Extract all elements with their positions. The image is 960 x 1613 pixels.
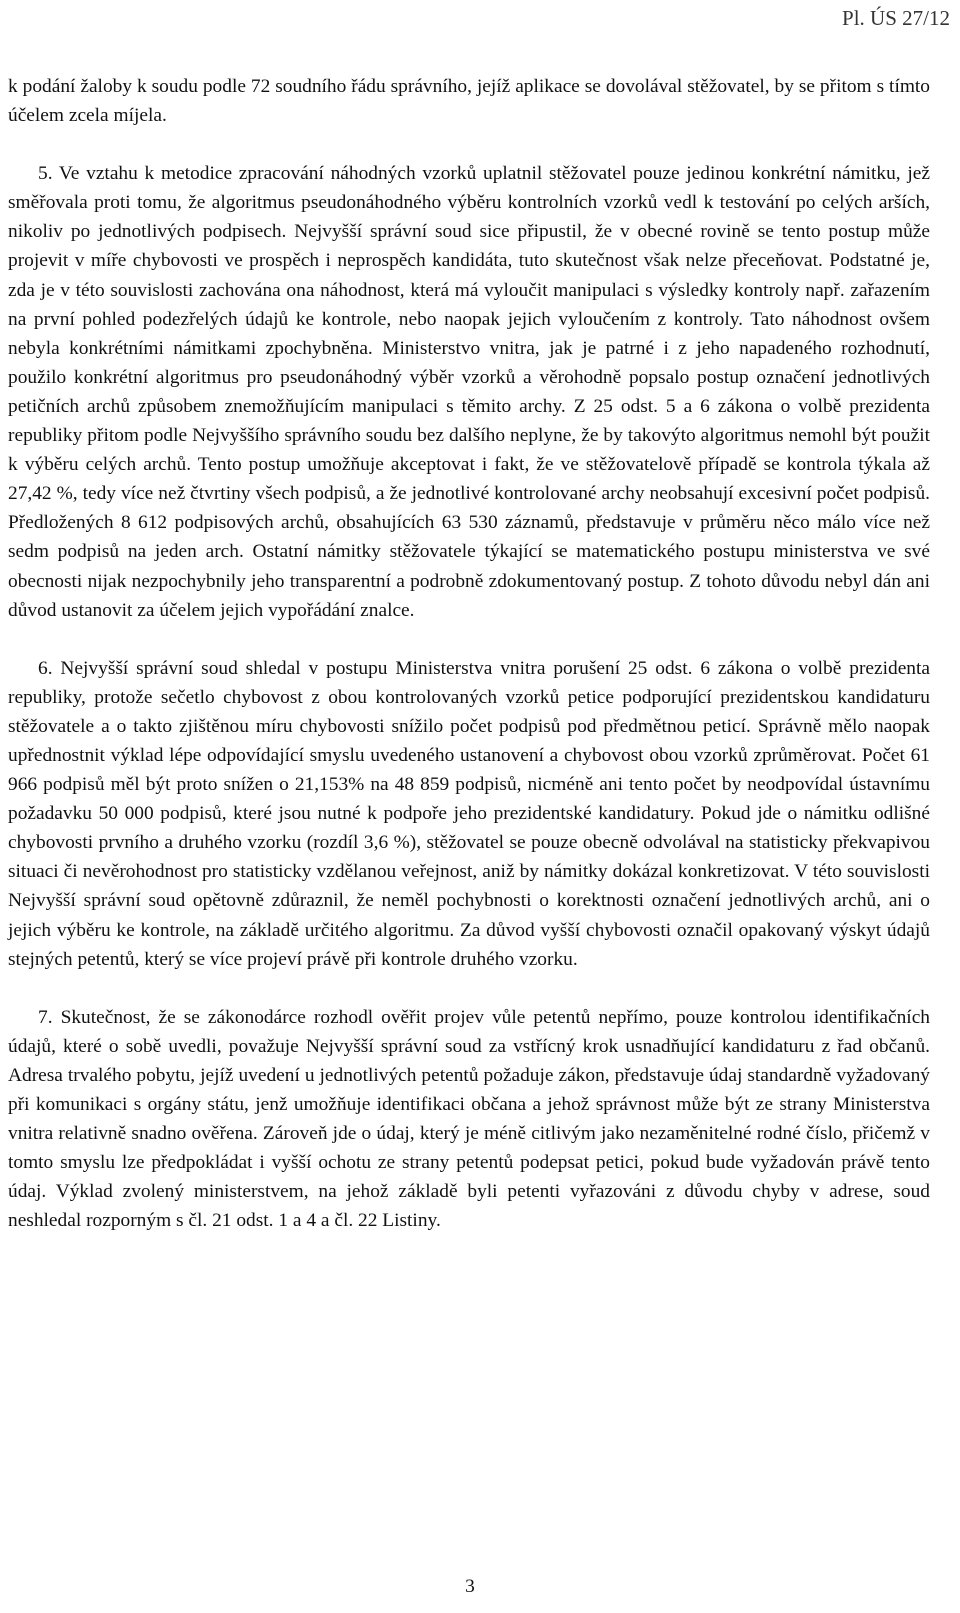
paragraph-6: 6. Nejvyšší správní soud shledal v postupu Ministerstva vnitra porušení 25 odst. 6 zákona o volbě prezidenta republiky, protože sečetlo chybovost z obou kontrolovaných vzorků petice podporující prezidentskou kandidaturu stěžovatele a o takto zjištěnou míru chybovosti snížilo počet podpisů pod předmětnou peticí. Správně mělo naopak upřednostnit výklad lépe odpovídající smyslu uvedeného ustanovení a chybovost obou vzorků zprůměrovat. Počet 61 966 podpisů měl být proto snížen o 21,153% na 48 859 podpisů, nicméně ani tento počet by neodpovídal ústavnímu požadavku 50 000 podpisů, které jsou nutné k podpoře jeho prezidentské kandidatury. Pokud jde o námitku odlišné chybovosti prvního a druhého vzorku (rozdíl 3,6 %), stěžovatel se pouze obecně odvolával na statisticky překvapivou situaci či nevěrohodnost pro statisticky vzdělanou veřejnost, aniž by námitky dokázal konkretizovat. V této souvislosti Nejvyšší správní soud opětovně zdůraznil, že neměl pochybnosti o korektnosti označení jednotlivých archů, ani o jejich výběru ke kontrole, na základě určitého algoritmu. Za důvod vyšší chybovosti označil opakovaný výskyt údajů stejných petentů, který se více projeví právě při kontrole druhého vzorku.: [8, 657, 930, 970]
document-body: [8, 72, 930, 1235]
paragraph-continuation: k podání žaloby k soudu podle 72 soudního řádu správního, jejíž aplikace se dovolával stěžovatel, by se přitom s tímto účelem zcela míjela.: [8, 76, 930, 127]
paragraph-5: 5. Ve vztahu k metodice zpracování náhodných vzorků uplatnil stěžovatel pouze jedinou konkrétní námitku, jež směřovala proti tomu, že algoritmus pseudonáhodného výběru kontrolních vzorků vedl k testování po celých arších, nikoliv po jednotlivých podpisech. Nejvyšší správní soud sice připustil, že v obecné rovině se tento postup může projevit v míře chybovosti ve prospěch i neprospěch kandidáta, tuto skutečnost však nelze přeceňovat. Podstatné je, zda je v této souvislosti zachována ona náhodnost, která má vyloučit manipulaci s výsledky kontroly např. zařazením na první pohled podezřelých údajů ke kontrole, nebo naopak jejich vyloučením z kontroly. Tato náhodnost ovšem nebyla konkrétními námitkami zpochybněna. Ministerstvo vnitra, jak je patrné i z jeho napadeného rozhodnutí, použilo konkrétní algoritmus pro pseudonáhodný výběr vzorků a věrohodně popsalo postup označení jednotlivých petičních archů způsobem znemožňujícím manipulaci s těmito archy. Z 25 odst. 5 a 6 zákona o volbě prezidenta republiky přitom podle Nejvyššího správního soudu bez dalšího neplyne, že by takovýto algoritmus nemohl být použit k výběru celých archů. Tento postup umožňuje akceptovat i fakt, že ve stěžovatelově případě se kontrola týkala až 27,42 %, tedy více než čtvrtiny všech podpisů, a že jednotlivé kontrolované archy neobsahují excesivní počet podpisů. Předložených 8 612 podpisových archů, obsahujících 63 530 záznamů, představuje v průměru něco málo více než sedm podpisů na jeden arch. Ostatní námitky stěžovatele týkající se matematického postupu ministerstva ve své obecnosti nijak nezpochybnily jeho transparentní a podrobně zdokumentovaný postup. Z tohoto důvodu nebyl dán ani důvod ustanovit za účelem jejich vypořádání znalce.: [8, 163, 930, 621]
paragraph-7: 7. Skutečnost, že se zákonodárce rozhodl ověřit projev vůle petentů nepřímo, pouze kontrolou identifikačních údajů, které o sobě uvedli, považuje Nejvyšší správní soud za vstřícný krok usnadňující kandidaturu z řad občanů. Adresa trvalého pobytu, jejíž uvedení u jednotlivých petentů požaduje zákon, představuje údaj standardně vyžadovaný při komunikaci s orgány státu, jenž umožňuje identifikaci občana a jehož správnost může být ze strany Ministerstva vnitra relativně snadno ověřena. Zároveň jde o údaj, který je méně citlivým jako nezaměnitelné rodné číslo, přičemž v tomto smyslu lze předpokládat i vyšší ochotu ze strany petentů podepsat petici, pokud bude vyžadován právě tento údaj. Výklad zvolený ministerstvem, na jehož základě byli petenti vyřazováni z důvodu chyby v adrese, soud neshledal rozporným s čl. 21 odst. 1 a 4 a čl. 22 Listiny.: [8, 1006, 930, 1232]
case-number-header: Pl. ÚS 27/12: [842, 6, 950, 30]
page-number: 3: [465, 1576, 475, 1597]
